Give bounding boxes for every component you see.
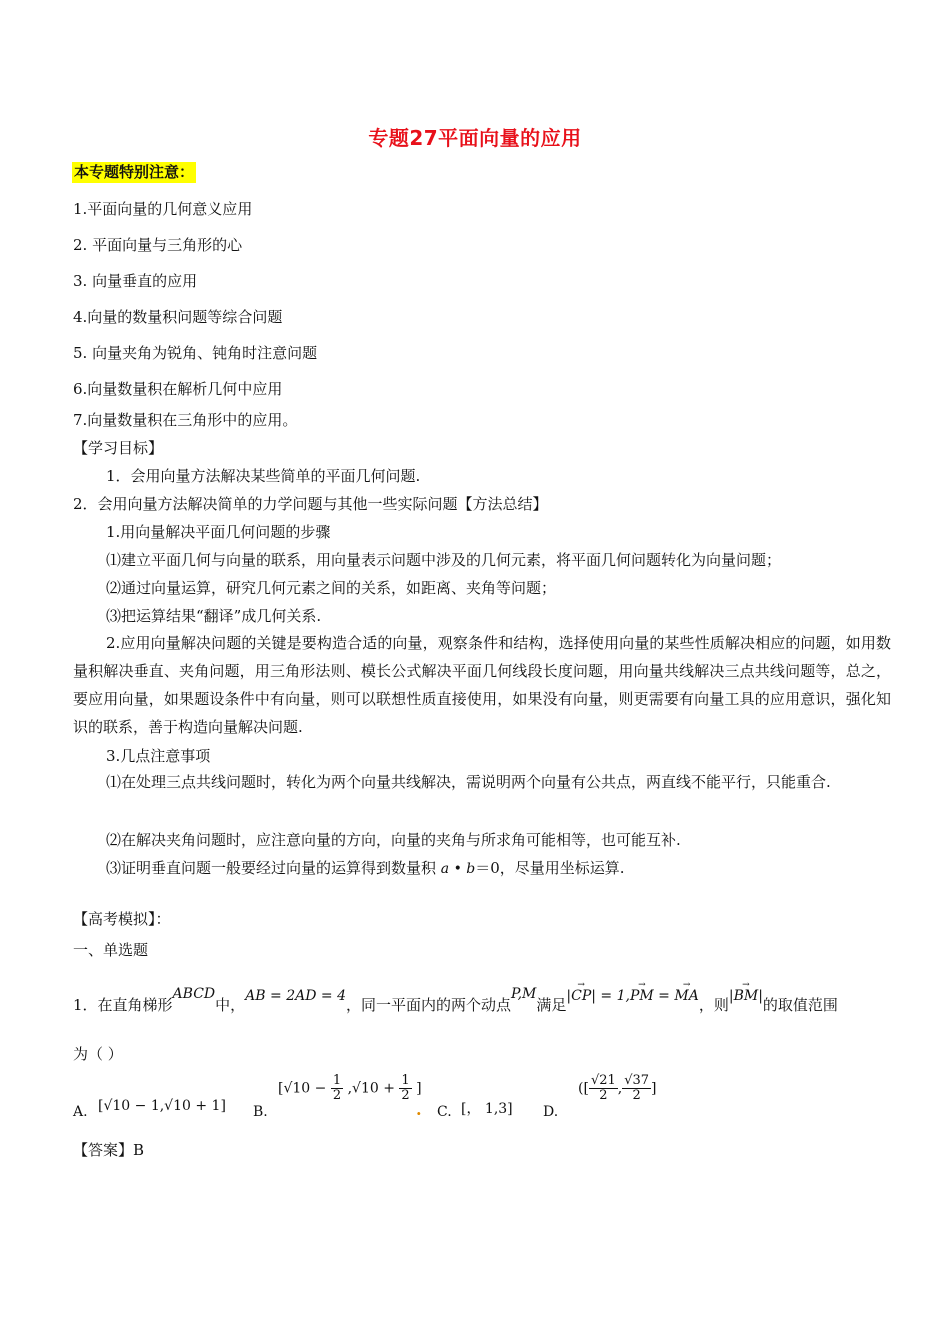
math-condition: AB = 2AD = 4 [245, 988, 346, 1004]
question-text: 满足 [536, 996, 567, 1014]
denominator: 2 [599, 1088, 608, 1103]
notice-item: 2. 平面向量与三角形的心 [73, 236, 243, 254]
question-stem-line2: 为（ ） [73, 1045, 123, 1063]
vector-ma: → MA [674, 986, 698, 1006]
denominator: 2 [332, 1088, 342, 1103]
math-bm-norm [729, 988, 763, 1004]
option-b-value [278, 1074, 422, 1103]
numerator: 1 [401, 1073, 410, 1088]
option-c-label: C. [437, 1104, 452, 1120]
notice-item: 1.平面向量的几何意义应用 [73, 200, 253, 218]
vector-cp: → CP [571, 986, 591, 1006]
orange-dot-marker: . [416, 1100, 422, 1119]
goal-item: 2．会用向量方法解决简单的力学问题与其他一些实际问题【方法总结】 [73, 495, 548, 513]
method-step: ⑴建立平面几何与向量的联系，用向量表示问题中涉及的几何元素，将平面几何问题转化为向量问题； [106, 551, 782, 569]
method-note [106, 858, 625, 879]
option-b-label: B. [253, 1104, 268, 1120]
math-vector-condition [566, 988, 698, 1004]
notice-item: 5. 向量夹角为锐角、钝角时注意问题 [73, 344, 318, 362]
notice-item: 7.向量数量积在三角形中的应用。 [73, 411, 298, 429]
fraction-half [331, 1074, 343, 1103]
abs-bar: | [728, 988, 734, 1004]
goals-heading: 【学习目标】 [73, 439, 164, 457]
option-d-text: ] [651, 1080, 657, 1097]
option-b-text: ] [416, 1080, 422, 1097]
exam-heading: 【高考模拟】： [73, 910, 171, 928]
option-d-value [578, 1074, 657, 1103]
option-b-text: ,√10 + [347, 1080, 395, 1097]
fraction-half [399, 1074, 411, 1103]
option-d-label: D. [543, 1104, 559, 1120]
math-points: P,M [511, 986, 537, 1002]
option-d-text: ([ [578, 1080, 589, 1097]
fraction-sqrt37-over-2 [622, 1074, 651, 1103]
abs-bar: | [758, 988, 763, 1004]
method-note: ⑵在解决夹角问题时，应注意向量的方向，向量的夹角与所求角可能相等，也可能互补. [106, 831, 681, 849]
math-text: | = 1, [591, 988, 630, 1004]
question-text: ，同一平面内的两个动点 [345, 996, 511, 1014]
question-stem [73, 986, 838, 1016]
numerator: 1 [332, 1073, 342, 1088]
method-note-text: ⑶证明垂直问题一般要经过向量的运算得到数量积 [106, 859, 441, 877]
option-c-value: [， 1,3] [461, 1101, 513, 1117]
numerator: √37 [624, 1073, 650, 1088]
method-key-paragraph: 2.应用向量解决问题的关键是要构造合适的向量，观察条件和结构，选择使用向量的某些性质解决相应的问题，如用数量积解决垂直、夹角问题，用三角形法则、模长公式解决平面几何线段长度问题，用向量共线解决三点共线问题等，总之，要应用向量，如果题设条件中有向量，则可以联想性质直接使用，如果没有向量，则更需要有向量工具的应用意识，强化知识的联系，善于构造向量解决问题. [73, 634, 891, 736]
method-notes-heading: 3.几点注意事项 [106, 747, 211, 765]
goal-item: 1．会用向量方法解决某些简单的平面几何问题. [106, 467, 421, 485]
option-a-value: [√10 − 1,√10 + 1] [98, 1098, 226, 1114]
answer: 【答案】B [73, 1141, 145, 1159]
notice-label: 本专题特别注意： [74, 163, 195, 181]
abs-bar: | [566, 988, 572, 1004]
vector-bm: → BM [734, 986, 759, 1006]
question-text: 中， [215, 996, 246, 1014]
method-step: ⑶把运算结果“翻译”成几何关系. [106, 607, 322, 625]
option-a-label: A. [73, 1104, 88, 1120]
notice-item: 6.向量数量积在解析几何中应用 [73, 380, 283, 398]
method-note: ⑴在处理三点共线问题时，转化为两个向量共线解决，需说明两个向量有公共点，两直线不能平行，只能重合. [106, 773, 831, 791]
page-title: 专题27平面向量的应用 [368, 126, 582, 150]
notice-item: 4.向量的数量积问题等综合问题 [73, 308, 283, 326]
numerator: √21 [590, 1073, 616, 1088]
question-text: 的取值范围 [762, 996, 838, 1014]
fraction-sqrt21-over-2 [589, 1074, 618, 1103]
denominator: 2 [632, 1088, 641, 1103]
math-abcd: ABCD [172, 986, 216, 1002]
method-step: ⑵通过向量运算，研究几何元素之间的关系，如距离、夹角等问题； [106, 579, 557, 597]
question-text: 1．在直角梯形 [73, 996, 173, 1014]
option-d-text: , [617, 1080, 623, 1097]
method-note-text: ＝0，尽量用坐标运算. [475, 859, 625, 877]
section-heading: 一、单选题 [73, 941, 149, 959]
method-step-heading: 1.用向量解决平面几何问题的步骤 [106, 523, 331, 541]
denominator: 2 [401, 1088, 410, 1103]
math-text: = [653, 988, 675, 1004]
dot-product-expression: a • b [440, 861, 476, 877]
notice-item: 3. 向量垂直的应用 [73, 272, 198, 290]
question-text: ，则 [698, 996, 729, 1014]
option-b-text: [√10 − [278, 1080, 327, 1097]
vector-pm: → PM [630, 986, 654, 1006]
